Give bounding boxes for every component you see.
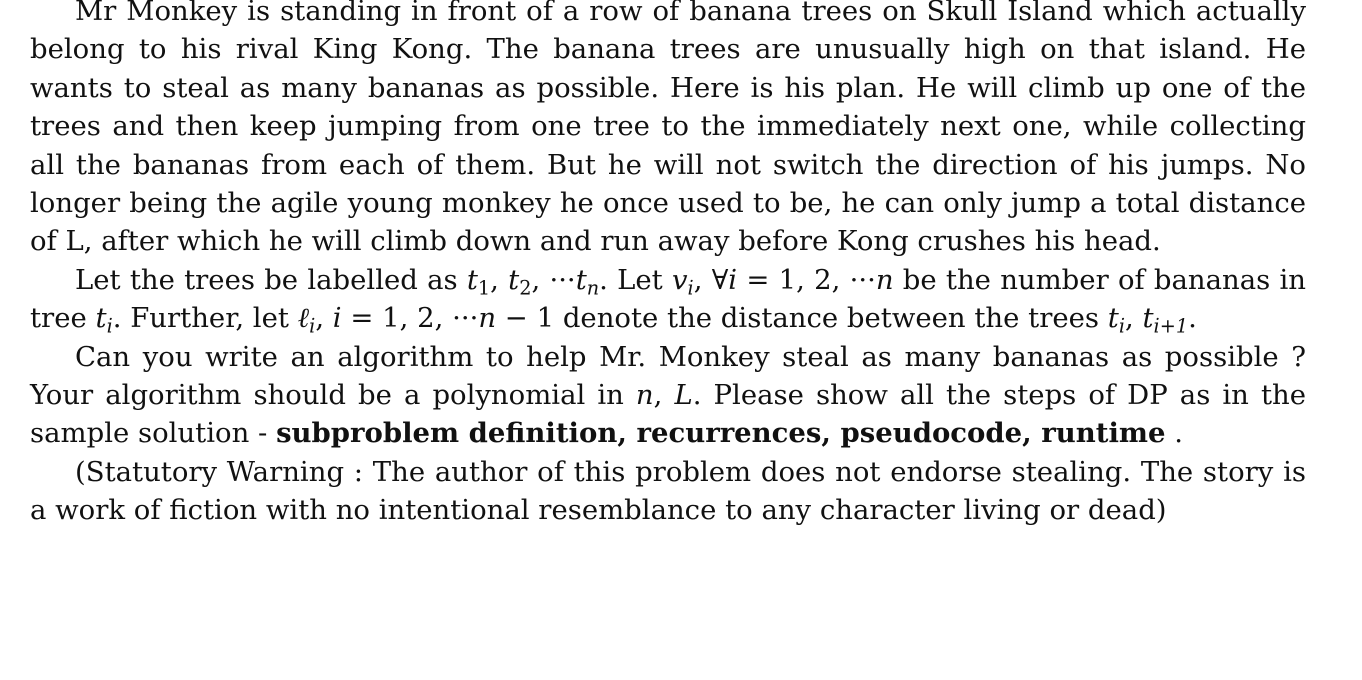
task-text-b: . Please show all the steps of DP as in the sample solution - bbox=[30, 379, 1307, 450]
task-text-c: . bbox=[1165, 417, 1183, 450]
paragraph-definitions bbox=[30, 261, 1306, 338]
math-tree-i: $t_i$ bbox=[95, 302, 113, 338]
definitions-text-f: . bbox=[1188, 302, 1197, 335]
paragraph-task bbox=[30, 338, 1306, 453]
math-adjacent-trees: $t_i$, $t_{i+1}$ bbox=[1107, 302, 1189, 338]
paragraph-warning bbox=[30, 453, 1306, 530]
task-text-a: Can you write an algorithm to help Mr. Monkey steal as many bananas as possible ? Your algorithm should be a polynomial in bbox=[30, 340, 1306, 412]
task-steps-bold: subproblem definition, recurrences, pseudocode, runtime bbox=[276, 417, 1166, 450]
math-tree-list: $t_1$, $t_2$, $\cdot\cdot\cdot t_n$ bbox=[466, 263, 600, 300]
definitions-text-e: denote the distance between the trees bbox=[554, 302, 1108, 335]
math-distance-def: ℓ$_i$, i = 1, 2, ···n − 1 bbox=[297, 302, 555, 338]
definitions-text-b: . Let bbox=[599, 263, 672, 296]
paragraph-story bbox=[30, 0, 1306, 261]
math-n-L: n, L bbox=[635, 379, 693, 412]
document-body bbox=[30, 0, 1306, 530]
definitions-text-c: be the number of bananas in tree bbox=[30, 263, 1307, 335]
warning-text: (Statutory Warning : The author of this problem does not endorse stealing. The story is a work of fiction with no intentional resemblance to any character living or dead) bbox=[30, 455, 1306, 527]
math-banana-count: $v_i$, ∀i = 1, 2, ···n bbox=[671, 263, 894, 300]
definitions-text-a: Let the trees be labelled as bbox=[75, 263, 467, 296]
definitions-text-d: . Further, let bbox=[112, 302, 298, 335]
story-text: Mr Monkey is standing in front of a row of banana trees on Skull Island which actually belong to his rival King Kong. The banana trees are unusually high on that island. He wants to steal as many bananas as possible. Here is his plan. He will climb up one of the trees and then keep jumping from one tree to the immediately next one, while collecting all the bananas from each of them. But he will not switch the direction of his jumps. No longer being the agile young monkey he once used to be, he can only jump a total distance of L, after which he will climb down and run away before Kong crushes his head. bbox=[30, 0, 1306, 258]
